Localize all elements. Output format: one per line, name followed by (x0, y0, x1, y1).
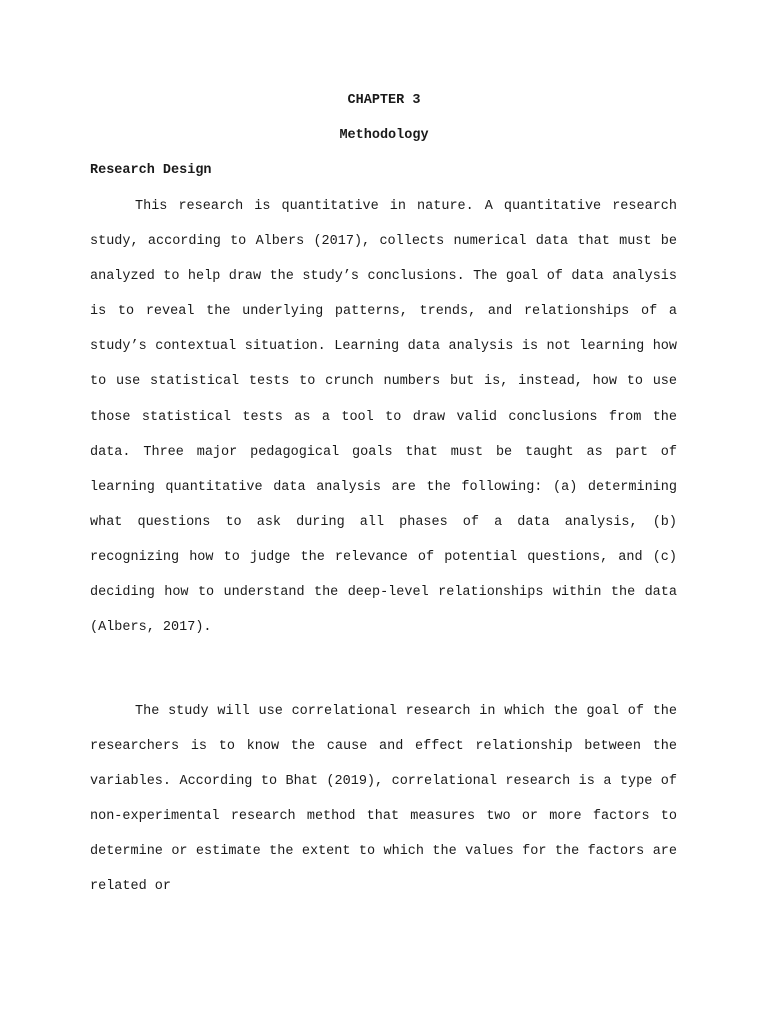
page-title: Methodology (339, 128, 429, 143)
section-heading: Research Design (90, 163, 212, 178)
chapter-heading: CHAPTER 3 (347, 93, 421, 108)
paragraph: This research is quantitative in nature. A quantitative research study, according to Albers (2017), collects numerical data that must be analyzed to help draw the study’s conclusions. The goal of data analysis is to reveal the underlying patterns, trends, and relationships of a study’s contextual situation. Learning data analysis is not learning how to use statistical tests to crunch numbers but is, instead, how to use those statistical tests as a tool to draw valid conclusions from the data. Three major pedagogical goals that must be taught as part of learning quantitative data analysis are the following: (a) determining what questions to ask during all phases of a data analysis, (b) recognizing how to judge the relevance of potential questions, and (c) deciding how to understand the deep-level relationships within the data (Albers, 2017). (90, 199, 677, 636)
paragraph: The study will use correlational research in which the goal of the researchers is to know the cause and effect relationship between the variables. According to Bhat (2019), correlational research is a type of non-experimental research method that measures two or more factors to determine or estimate the extent to which the values for the factors are related or (90, 704, 677, 895)
